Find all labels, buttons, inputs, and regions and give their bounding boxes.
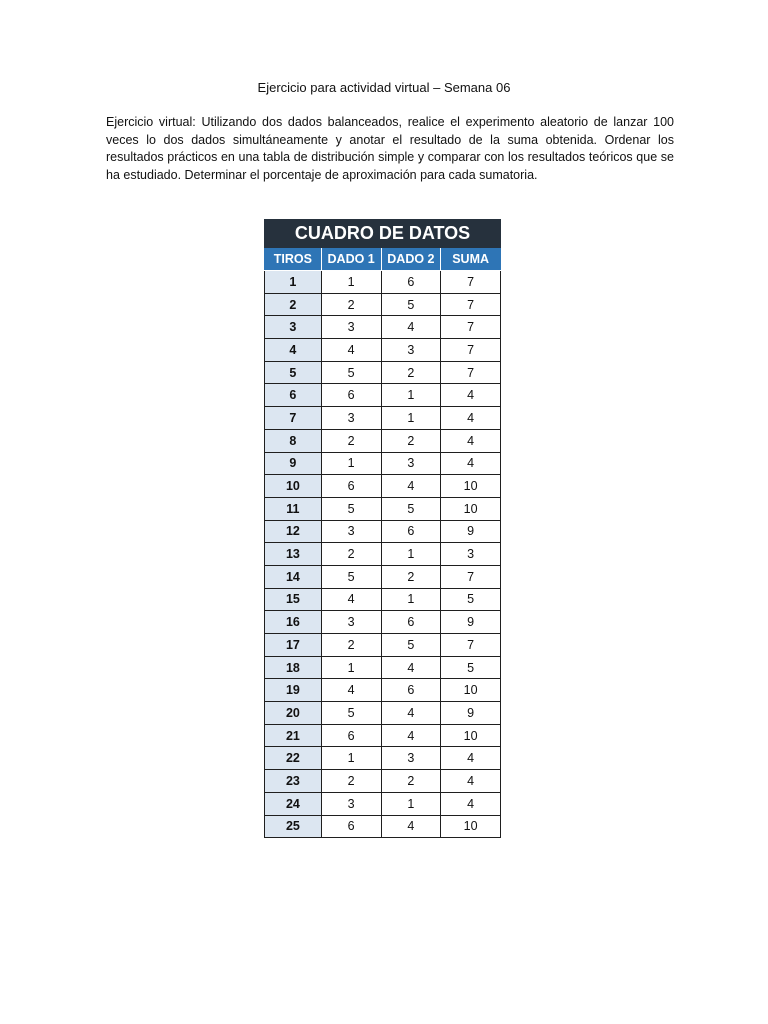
- table-row: [265, 339, 501, 362]
- table-row: [265, 520, 501, 543]
- table-row: [265, 588, 501, 611]
- data-table: [264, 219, 501, 838]
- suma-cell: 9: [441, 702, 501, 725]
- suma-cell: 10: [441, 475, 501, 498]
- dado-1-cell: 5: [321, 565, 381, 588]
- dado-1-cell: 1: [321, 747, 381, 770]
- table-row: [265, 702, 501, 725]
- dado-2-cell: 3: [381, 747, 441, 770]
- tiro-cell: 11: [265, 497, 322, 520]
- table-caption: CUADRO DE DATOS: [265, 220, 501, 248]
- suma-cell: 9: [441, 520, 501, 543]
- tiro-cell: 18: [265, 656, 322, 679]
- dado-2-cell: 6: [381, 611, 441, 634]
- suma-cell: 4: [441, 407, 501, 430]
- table-header-row: [265, 248, 501, 271]
- tiro-cell: 14: [265, 565, 322, 588]
- tiro-cell: 7: [265, 407, 322, 430]
- dado-1-cell: 3: [321, 792, 381, 815]
- dado-2-cell: 4: [381, 475, 441, 498]
- tiro-cell: 22: [265, 747, 322, 770]
- table-row: [265, 656, 501, 679]
- dado-2-cell: 1: [381, 407, 441, 430]
- tiro-cell: 21: [265, 724, 322, 747]
- dado-1-cell: 2: [321, 293, 381, 316]
- suma-cell: 7: [441, 361, 501, 384]
- dado-1-cell: 3: [321, 407, 381, 430]
- dado-1-cell: 5: [321, 702, 381, 725]
- dado-1-cell: 6: [321, 724, 381, 747]
- tiro-cell: 12: [265, 520, 322, 543]
- tiro-cell: 23: [265, 770, 322, 793]
- dado-1-cell: 2: [321, 429, 381, 452]
- dado-2-cell: 4: [381, 656, 441, 679]
- dado-1-cell: 1: [321, 271, 381, 294]
- suma-cell: 10: [441, 679, 501, 702]
- dado-1-cell: 1: [321, 452, 381, 475]
- table-row: [265, 747, 501, 770]
- tiro-cell: 19: [265, 679, 322, 702]
- dado-2-cell: 4: [381, 815, 441, 838]
- tiro-cell: 16: [265, 611, 322, 634]
- tiro-cell: 15: [265, 588, 322, 611]
- table-row: [265, 611, 501, 634]
- dado-2-cell: 6: [381, 271, 441, 294]
- tiro-cell: 24: [265, 792, 322, 815]
- dado-2-cell: 5: [381, 634, 441, 657]
- dado-2-cell: 4: [381, 724, 441, 747]
- exercise-paragraph: Ejercicio virtual: Utilizando dos dados balanceados, realice el experimento aleatorio de lanzar 100 veces lo dos dados simultáneamente y anotar el resultado de la suma obtenida. Ordenar los resultados prácticos en una tabla de distribución simple y comparar con los resultados teóricos que se ha estudiado. Determinar el porcentaje de aproximación para cada sumatoria.: [106, 115, 674, 182]
- dado-1-cell: 3: [321, 611, 381, 634]
- suma-cell: 10: [441, 724, 501, 747]
- table-row: [265, 815, 501, 838]
- dado-1-cell: 4: [321, 588, 381, 611]
- tiro-cell: 10: [265, 475, 322, 498]
- suma-cell: 10: [441, 497, 501, 520]
- dado-2-cell: 2: [381, 361, 441, 384]
- tiro-cell: 5: [265, 361, 322, 384]
- header-suma: SUMA: [441, 248, 501, 271]
- tiro-cell: 9: [265, 452, 322, 475]
- dado-2-cell: 1: [381, 792, 441, 815]
- dado-2-cell: 4: [381, 316, 441, 339]
- dado-1-cell: 6: [321, 384, 381, 407]
- tiro-cell: 20: [265, 702, 322, 725]
- dado-1-cell: 4: [321, 339, 381, 362]
- dado-2-cell: 5: [381, 497, 441, 520]
- dado-1-cell: 1: [321, 656, 381, 679]
- header-dado-1: DADO 1: [321, 248, 381, 271]
- dado-2-cell: 1: [381, 384, 441, 407]
- suma-cell: 7: [441, 316, 501, 339]
- table-row: [265, 770, 501, 793]
- dado-1-cell: 3: [321, 316, 381, 339]
- dado-2-cell: 2: [381, 770, 441, 793]
- tiro-cell: 3: [265, 316, 322, 339]
- table-row: [265, 384, 501, 407]
- table-row: [265, 565, 501, 588]
- table-row: [265, 293, 501, 316]
- table-row: [265, 316, 501, 339]
- dado-1-cell: 5: [321, 497, 381, 520]
- dado-1-cell: 2: [321, 634, 381, 657]
- dado-1-cell: 2: [321, 770, 381, 793]
- dado-1-cell: 6: [321, 815, 381, 838]
- dado-2-cell: 2: [381, 429, 441, 452]
- header-tiros: TIROS: [265, 248, 322, 271]
- tiro-cell: 6: [265, 384, 322, 407]
- table-row: [265, 452, 501, 475]
- table-row: [265, 271, 501, 294]
- tiro-cell: 2: [265, 293, 322, 316]
- table-row: [265, 634, 501, 657]
- dado-1-cell: 2: [321, 543, 381, 566]
- suma-cell: 10: [441, 815, 501, 838]
- header-dado-2: DADO 2: [381, 248, 441, 271]
- suma-cell: 9: [441, 611, 501, 634]
- table-row: [265, 679, 501, 702]
- table-row: [265, 429, 501, 452]
- dado-2-cell: 3: [381, 339, 441, 362]
- suma-cell: 4: [441, 429, 501, 452]
- suma-cell: 4: [441, 792, 501, 815]
- table-row: [265, 724, 501, 747]
- dado-2-cell: 6: [381, 520, 441, 543]
- dado-1-cell: 5: [321, 361, 381, 384]
- dado-2-cell: 4: [381, 702, 441, 725]
- dado-1-cell: 3: [321, 520, 381, 543]
- suma-cell: 5: [441, 588, 501, 611]
- tiro-cell: 8: [265, 429, 322, 452]
- suma-cell: 5: [441, 656, 501, 679]
- tiro-cell: 25: [265, 815, 322, 838]
- suma-cell: 4: [441, 747, 501, 770]
- suma-cell: 7: [441, 339, 501, 362]
- tiro-cell: 1: [265, 271, 322, 294]
- dado-1-cell: 4: [321, 679, 381, 702]
- dado-2-cell: 3: [381, 452, 441, 475]
- suma-cell: 7: [441, 634, 501, 657]
- suma-cell: 7: [441, 293, 501, 316]
- table-row: [265, 361, 501, 384]
- tiro-cell: 17: [265, 634, 322, 657]
- table-row: [265, 792, 501, 815]
- dado-2-cell: 6: [381, 679, 441, 702]
- dado-2-cell: 1: [381, 543, 441, 566]
- suma-cell: 4: [441, 770, 501, 793]
- table-row: [265, 543, 501, 566]
- tiro-cell: 13: [265, 543, 322, 566]
- table-row: [265, 407, 501, 430]
- suma-cell: 4: [441, 452, 501, 475]
- table-row: [265, 475, 501, 498]
- dado-2-cell: 5: [381, 293, 441, 316]
- suma-cell: 4: [441, 384, 501, 407]
- table-row: [265, 497, 501, 520]
- tiro-cell: 4: [265, 339, 322, 362]
- dado-2-cell: 1: [381, 588, 441, 611]
- document-title: Ejercicio para actividad virtual – Semana 06: [257, 80, 511, 95]
- suma-cell: 7: [441, 271, 501, 294]
- dado-1-cell: 6: [321, 475, 381, 498]
- dado-2-cell: 2: [381, 565, 441, 588]
- suma-cell: 3: [441, 543, 501, 566]
- suma-cell: 7: [441, 565, 501, 588]
